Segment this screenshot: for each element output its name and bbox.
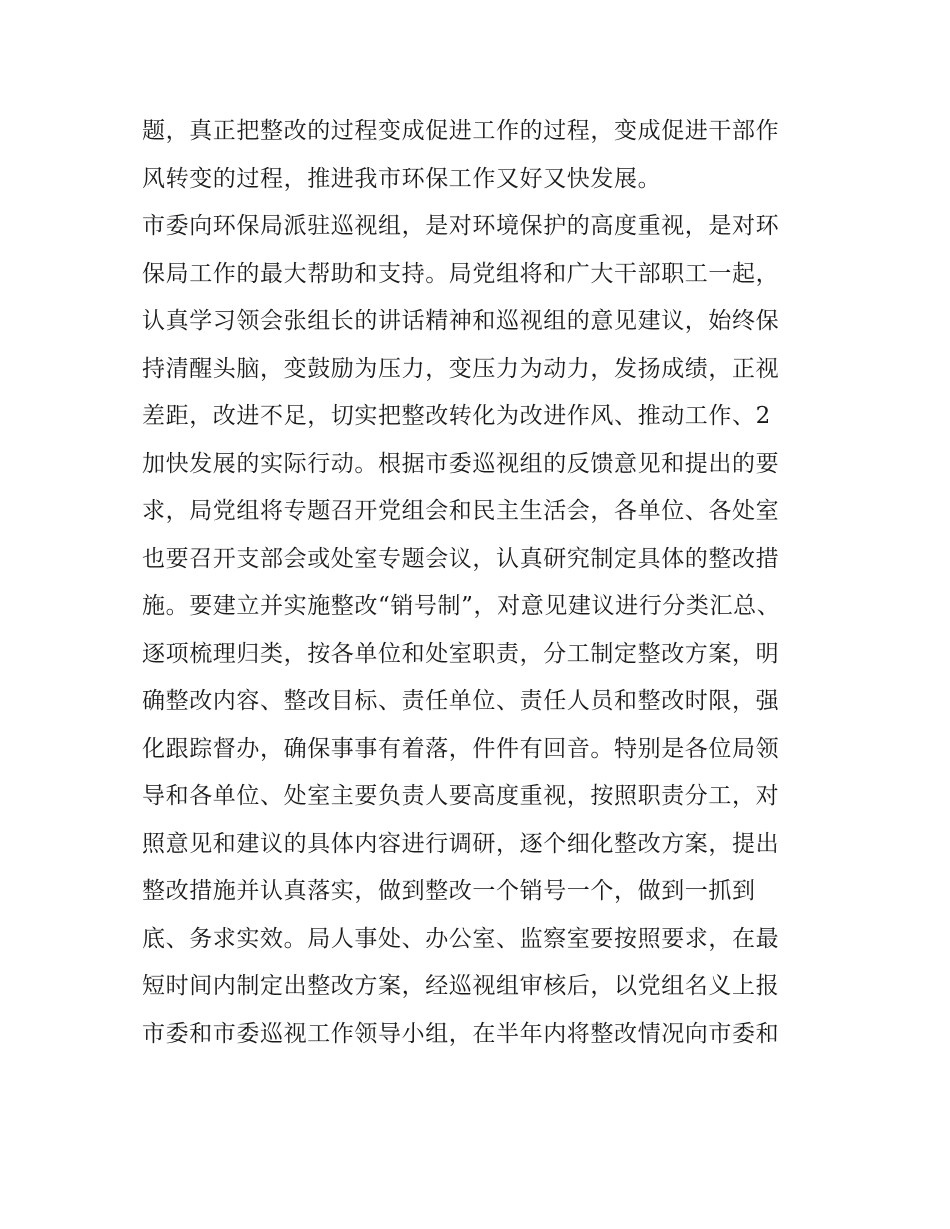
text-line: 照意见和建议的具体内容进行调研，逐个细化整改方案，提出: [142, 830, 780, 857]
text-line: 整改措施并认真落实，做到整改一个销号一个，做到一抓到: [142, 878, 756, 904]
text-line: 求，局党组将专题召开党组会和民主生活会，各单位、各处室: [142, 498, 780, 524]
text-line: 化跟踪督办，确保事事有着落，件件有回音。特别是各位局领: [142, 735, 780, 762]
body-text: [142, 108, 822, 1058]
text-line: 持清醒头脑，变鼓励为压力，变压力为动力，发扬成绩，正视: [142, 355, 780, 382]
text-line: 底、务求实效。局人事处、办公室、监察室要按照要求，在最: [142, 925, 780, 952]
text-line: 也要召开支部会或处室专题会议，认真研究制定具体的整改措: [142, 545, 780, 572]
text-line: 保局工作的最大帮助和支持。局党组将和广大干部职工一起，: [142, 260, 780, 287]
text-line: 题，真正把整改的过程变成促进工作的过程，变成促进干部作: [142, 118, 780, 144]
text-line: 风转变的过程，推进我市环保工作又好又快发展。: [142, 165, 662, 192]
text-line: 逐项梳理归类，按各单位和处室职责，分工制定整改方案，明: [142, 640, 780, 667]
text-line: 确整改内容、整改目标、责任单位、责任人员和整改时限，强: [142, 688, 780, 714]
text-line: 加快发展的实际行动。根据市委巡视组的反馈意见和提出的要: [142, 450, 780, 477]
text-line: 短时间内制定出整改方案，经巡视组审核后，以党组名义上报: [142, 973, 780, 999]
text-line: 导和各单位、处室主要负责人要高度重视，按照职责分工，对: [142, 783, 780, 809]
text-line: 施。要建立并实施整改“销号制”，对意见建议进行分类汇总、: [142, 593, 781, 619]
text-line: 差距，改进不足，切实把整改转化为改进作风、推动工作、2: [142, 403, 771, 429]
text-line: 市委和市委巡视工作领导小组，在半年内将整改情况向市委和: [142, 1020, 780, 1047]
text-line: 市委向环保局派驻巡视组，是对环境保护的高度重视，是对环: [142, 213, 780, 239]
text-line: 认真学习领会张组长的讲话精神和巡视组的意见建议，始终保: [142, 308, 780, 334]
